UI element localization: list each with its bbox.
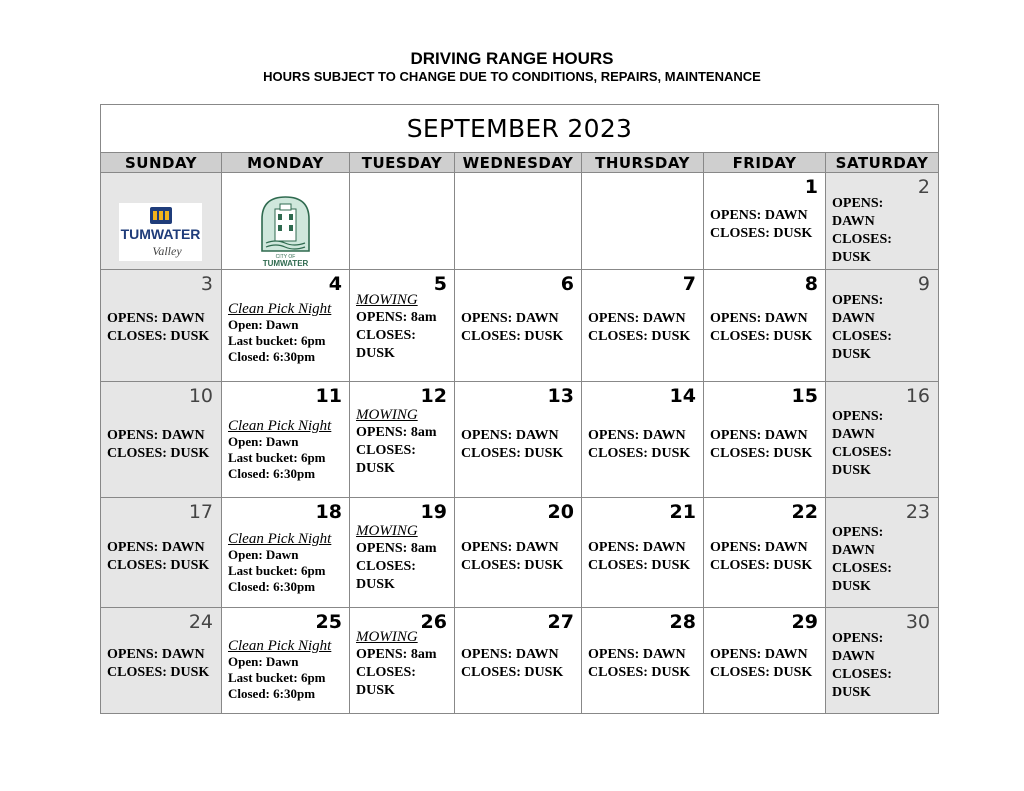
day-number: 20 xyxy=(547,501,574,523)
closes-value: DUSK xyxy=(832,685,871,700)
event-open: Open: Dawn xyxy=(228,654,299,669)
day-number: 6 xyxy=(560,273,574,295)
closes-value: DUSK xyxy=(832,579,871,594)
day-number: 4 xyxy=(328,273,342,295)
event-closed: Closed: 6:30pm xyxy=(228,579,316,594)
day-cell xyxy=(826,608,939,714)
day-hours xyxy=(107,427,209,463)
day-number: 5 xyxy=(433,273,447,295)
mowing-event xyxy=(356,522,437,594)
opens-text: OPENS: DAWN xyxy=(710,540,808,555)
day-number: 10 xyxy=(188,385,213,407)
day-cell xyxy=(222,608,350,714)
day-number: 2 xyxy=(917,176,930,198)
event-title: Clean Pick Night xyxy=(228,418,332,434)
opens-text: OPENS: DAWN xyxy=(710,208,808,223)
day-number: 13 xyxy=(547,385,574,407)
day-cell xyxy=(101,498,222,608)
day-hours xyxy=(461,646,563,682)
opens-text: OPENS: DAWN xyxy=(461,647,559,662)
day-hours xyxy=(107,539,209,575)
page-title: DRIVING RANGE HOURS xyxy=(410,49,614,68)
opens-value: DAWN xyxy=(832,214,875,229)
closes-text: CLOSES: DUSK xyxy=(107,329,210,344)
opens-text: OPENS: DAWN xyxy=(588,428,686,443)
closes-text: CLOSES: DUSK xyxy=(588,446,691,461)
mowing-event xyxy=(356,291,437,363)
closes-text: CLOSES: DUSK xyxy=(710,665,813,680)
day-number: 24 xyxy=(188,611,213,633)
opens-text: OPENS: DAWN xyxy=(710,647,808,662)
event-last-bucket: Last bucket: 6pm xyxy=(228,450,326,465)
week-row xyxy=(101,382,939,498)
closes-label: CLOSES: xyxy=(832,667,892,682)
day-number: 30 xyxy=(905,611,930,633)
day-number: 26 xyxy=(420,611,447,633)
weekday-thursday: THURSDAY xyxy=(582,153,704,173)
event-title: Clean Pick Night xyxy=(228,531,332,547)
logo-tumwater: TUMWATER xyxy=(262,259,309,268)
day-number: 29 xyxy=(791,611,818,633)
day-number: 1 xyxy=(804,176,818,198)
opens-text: OPENS: DAWN xyxy=(461,311,559,326)
day-cell xyxy=(704,173,826,270)
day-hours xyxy=(588,427,690,463)
closes-text: CLOSES: DUSK xyxy=(107,446,210,461)
day-cell xyxy=(350,270,455,382)
opens-text: OPENS: DAWN xyxy=(107,647,205,662)
opens-text: OPENS: DAWN xyxy=(588,311,686,326)
opens-text: OPENS: 8am xyxy=(356,425,437,440)
day-cell xyxy=(222,498,350,608)
closes-label: CLOSES: xyxy=(832,329,892,344)
weekday-header-row xyxy=(101,153,939,173)
event-last-bucket: Last bucket: 6pm xyxy=(228,563,326,578)
logo-city-of: CITY OF xyxy=(275,254,296,260)
day-cell-empty xyxy=(350,173,455,270)
day-number: 7 xyxy=(682,273,696,295)
closes-text: CLOSES: DUSK xyxy=(461,446,564,461)
closes-text: CLOSES: DUSK xyxy=(588,665,691,680)
week-row xyxy=(101,173,939,270)
day-number: 9 xyxy=(917,273,930,295)
opens-label: OPENS: xyxy=(832,196,884,211)
event-closed: Closed: 6:30pm xyxy=(228,466,316,481)
closes-text: CLOSES: DUSK xyxy=(710,446,813,461)
day-cell xyxy=(704,498,826,608)
week-row xyxy=(101,608,939,714)
closes-text: CLOSES: DUSK xyxy=(710,329,813,344)
opens-text: OPENS: DAWN xyxy=(588,647,686,662)
day-number: 3 xyxy=(200,273,213,295)
opens-text: OPENS: DAWN xyxy=(710,311,808,326)
day-cell xyxy=(582,270,704,382)
opens-value: DAWN xyxy=(832,311,875,326)
day-cell xyxy=(582,382,704,498)
opens-text: OPENS: DAWN xyxy=(107,428,205,443)
day-hours xyxy=(588,539,690,575)
event-closed: Closed: 6:30pm xyxy=(228,686,316,701)
event-title: MOWING xyxy=(356,292,418,308)
closes-text: CLOSES: DUSK xyxy=(710,558,813,573)
opens-label: OPENS: xyxy=(832,525,884,540)
opens-label: OPENS: xyxy=(832,293,884,308)
day-hours xyxy=(832,195,892,267)
closes-text: CLOSES: DUSK xyxy=(588,329,691,344)
day-cell xyxy=(826,270,939,382)
event-open: Open: Dawn xyxy=(228,547,299,562)
opens-value: DAWN xyxy=(832,427,875,442)
opens-text: OPENS: 8am xyxy=(356,541,437,556)
event-last-bucket: Last bucket: 6pm xyxy=(228,670,326,685)
day-cell xyxy=(101,270,222,382)
day-cell xyxy=(222,382,350,498)
clean-pick-night-event xyxy=(228,638,331,702)
weekday-friday: FRIDAY xyxy=(704,153,826,173)
day-cell xyxy=(455,382,582,498)
closes-value: DUSK xyxy=(356,461,395,476)
day-number: 15 xyxy=(791,385,818,407)
day-cell xyxy=(101,608,222,714)
logo-script: Valley xyxy=(152,244,182,258)
day-number: 8 xyxy=(804,273,818,295)
closes-text: CLOSES: DUSK xyxy=(461,329,564,344)
opens-label: OPENS: xyxy=(832,631,884,646)
closes-text: CLOSES: DUSK xyxy=(461,665,564,680)
event-title: MOWING xyxy=(356,407,418,423)
day-number: 11 xyxy=(315,385,342,407)
day-hours xyxy=(710,539,812,575)
day-number: 14 xyxy=(669,385,696,407)
opens-text: OPENS: DAWN xyxy=(107,311,205,326)
day-cell xyxy=(826,382,939,498)
day-hours xyxy=(107,646,209,682)
mowing-event xyxy=(356,406,437,478)
day-hours xyxy=(588,310,690,346)
day-cell-empty xyxy=(222,173,350,270)
opens-text: OPENS: DAWN xyxy=(588,540,686,555)
closes-label: CLOSES: xyxy=(356,328,416,343)
clean-pick-night-event xyxy=(228,301,331,365)
page-subtitle: HOURS SUBJECT TO CHANGE DUE TO CONDITIONS, REPAIRS, MAINTENANCE xyxy=(263,69,761,84)
day-cell-empty xyxy=(455,173,582,270)
opens-text: OPENS: DAWN xyxy=(461,540,559,555)
month-title: SEPTEMBER 2023 xyxy=(101,105,939,153)
opens-text: OPENS: 8am xyxy=(356,310,437,325)
day-cell xyxy=(704,382,826,498)
day-cell xyxy=(455,270,582,382)
day-hours xyxy=(832,630,892,702)
day-cell xyxy=(582,608,704,714)
event-title: Clean Pick Night xyxy=(228,638,332,654)
event-title: MOWING xyxy=(356,523,418,539)
day-number: 28 xyxy=(669,611,696,633)
closes-label: CLOSES: xyxy=(832,232,892,247)
day-cell-empty xyxy=(582,173,704,270)
weekday-sunday: SUNDAY xyxy=(101,153,222,173)
opens-text: OPENS: DAWN xyxy=(461,428,559,443)
city-of-tumwater-logo xyxy=(258,195,313,269)
closes-text: CLOSES: DUSK xyxy=(710,226,813,241)
day-cell-empty xyxy=(101,173,222,270)
weekday-monday: MONDAY xyxy=(222,153,350,173)
closes-value: DUSK xyxy=(356,683,395,698)
event-open: Open: Dawn xyxy=(228,317,299,332)
day-number: 18 xyxy=(315,501,342,523)
day-hours xyxy=(710,646,812,682)
day-cell xyxy=(350,382,455,498)
closes-label: CLOSES: xyxy=(356,559,416,574)
day-hours xyxy=(832,292,892,364)
closes-value: DUSK xyxy=(832,463,871,478)
day-number: 19 xyxy=(420,501,447,523)
day-number: 27 xyxy=(547,611,574,633)
closes-value: DUSK xyxy=(832,347,871,362)
weekday-tuesday: TUESDAY xyxy=(350,153,455,173)
day-number: 22 xyxy=(791,501,818,523)
closes-text: CLOSES: DUSK xyxy=(107,665,210,680)
closes-label: CLOSES: xyxy=(832,445,892,460)
day-cell xyxy=(455,498,582,608)
week-row xyxy=(101,498,939,608)
event-last-bucket: Last bucket: 6pm xyxy=(228,333,326,348)
closes-value: DUSK xyxy=(832,250,871,265)
day-cell xyxy=(582,498,704,608)
calendar-table xyxy=(100,104,939,714)
opens-label: OPENS: xyxy=(832,409,884,424)
day-hours xyxy=(710,207,812,243)
tumwater-valley-logo xyxy=(119,203,202,261)
logo-wordmark: TUMWATER xyxy=(120,226,201,242)
day-cell xyxy=(222,270,350,382)
day-number: 21 xyxy=(669,501,696,523)
closes-label: CLOSES: xyxy=(832,561,892,576)
day-number: 25 xyxy=(315,611,342,633)
day-hours xyxy=(710,310,812,346)
clean-pick-night-event xyxy=(228,418,331,482)
closes-text: CLOSES: DUSK xyxy=(461,558,564,573)
opens-text: OPENS: 8am xyxy=(356,647,437,662)
day-cell xyxy=(350,608,455,714)
day-number: 23 xyxy=(905,501,930,523)
day-number: 16 xyxy=(905,385,930,407)
day-hours xyxy=(461,427,563,463)
closes-text: CLOSES: DUSK xyxy=(107,558,210,573)
day-cell xyxy=(826,498,939,608)
day-cell xyxy=(455,608,582,714)
day-number: 12 xyxy=(420,385,447,407)
day-number: 17 xyxy=(188,501,213,523)
day-hours xyxy=(710,427,812,463)
closes-value: DUSK xyxy=(356,346,395,361)
day-hours xyxy=(588,646,690,682)
opens-value: DAWN xyxy=(832,543,875,558)
day-hours xyxy=(832,408,892,480)
weekday-saturday: SATURDAY xyxy=(826,153,939,173)
week-row xyxy=(101,270,939,382)
closes-text: CLOSES: DUSK xyxy=(588,558,691,573)
day-hours xyxy=(832,524,892,596)
closes-label: CLOSES: xyxy=(356,665,416,680)
event-closed: Closed: 6:30pm xyxy=(228,349,316,364)
day-cell xyxy=(101,382,222,498)
event-title: MOWING xyxy=(356,629,418,645)
event-open: Open: Dawn xyxy=(228,434,299,449)
weekday-wednesday: WEDNESDAY xyxy=(455,153,582,173)
day-cell xyxy=(704,270,826,382)
opens-text: OPENS: DAWN xyxy=(107,540,205,555)
clean-pick-night-event xyxy=(228,531,331,595)
day-hours xyxy=(461,310,563,346)
event-title: Clean Pick Night xyxy=(228,301,332,317)
day-hours xyxy=(461,539,563,575)
mowing-event xyxy=(356,628,437,700)
opens-text: OPENS: DAWN xyxy=(710,428,808,443)
day-cell xyxy=(704,608,826,714)
day-hours xyxy=(107,310,209,346)
day-cell xyxy=(350,498,455,608)
closes-label: CLOSES: xyxy=(356,443,416,458)
closes-value: DUSK xyxy=(356,577,395,592)
opens-value: DAWN xyxy=(832,649,875,664)
day-cell xyxy=(826,173,939,270)
